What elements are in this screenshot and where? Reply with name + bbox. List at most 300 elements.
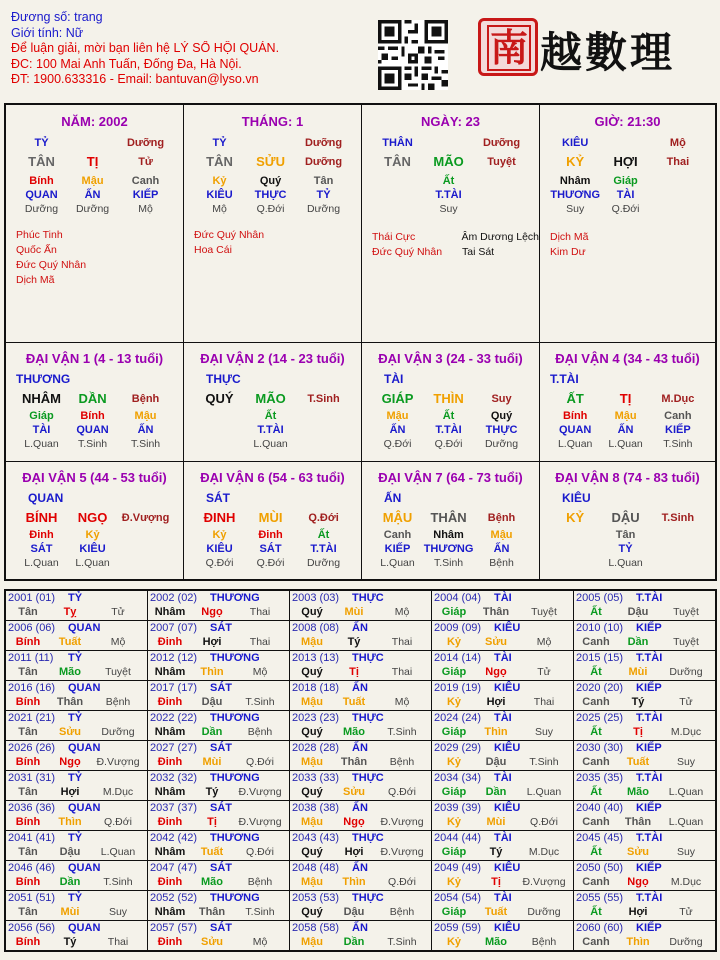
year-cell xyxy=(148,711,290,741)
pillar-hidden-phase: Q.Đới xyxy=(611,203,640,215)
year-row-top xyxy=(290,861,431,875)
pillar-hidden-stem: Tân xyxy=(313,175,334,187)
year-row-top xyxy=(148,891,289,905)
year-god: THỰC xyxy=(352,652,384,664)
dai-van-god: TÀI xyxy=(384,372,404,386)
pillar-hidden-phase: Dưỡng xyxy=(24,203,59,215)
year-label: 2031 (31) xyxy=(8,772,56,784)
dai-van-god: THỰC xyxy=(206,372,241,386)
year-row-top xyxy=(432,711,573,725)
year-row-top xyxy=(148,831,289,845)
pillar-hidden-god: THỰC xyxy=(254,189,287,201)
year-branch: Thìn xyxy=(58,816,82,828)
dai-van-hidden-row xyxy=(6,409,183,423)
year-cell xyxy=(148,831,290,861)
pillar-hidden-phase: Dưỡng xyxy=(306,203,341,215)
year-row-bottom xyxy=(148,875,289,889)
dai-van-hidden-stem: Bính xyxy=(562,410,588,422)
year-phase: T.Sinh xyxy=(245,906,275,918)
year-god: KIẾP xyxy=(636,742,662,754)
pillar-hidden-stem: Canh xyxy=(131,175,160,187)
pillar-hidden-phase-row xyxy=(184,202,361,216)
year-row-bottom xyxy=(148,665,289,679)
year-branch: Ngọ xyxy=(343,816,365,828)
year-god: TỶ xyxy=(68,772,83,784)
year-branch: Mùi xyxy=(60,906,80,918)
pillar-branch: SỬU xyxy=(256,154,285,169)
year-phase: Thai xyxy=(533,696,555,708)
dai-van-branch: TỊ xyxy=(619,391,632,406)
year-phase: Đ.Vượng xyxy=(238,816,282,828)
year-stem: Canh xyxy=(582,936,610,948)
year-row-top xyxy=(574,621,715,635)
pillar-hidden-god: KIÊU xyxy=(206,189,233,201)
pillar-stem-god: KIÊU xyxy=(562,137,589,149)
year-label: 2012 (12) xyxy=(150,652,198,664)
dai-van-hidden-god: ẤN xyxy=(389,424,406,436)
dai-van-hidden-god-row xyxy=(184,423,361,437)
year-cell xyxy=(6,711,148,741)
year-label: 2051 (51) xyxy=(8,892,56,904)
year-god: ẤN xyxy=(352,622,368,634)
pillar-stars xyxy=(362,230,539,260)
year-label: 2025 (25) xyxy=(576,712,624,724)
dai-van-branch: MÙI xyxy=(258,510,283,525)
star-name: Kim Dư xyxy=(550,246,586,258)
pillar-stem: TÂN xyxy=(206,154,233,169)
dai-van-hidden-phase: L.Quan xyxy=(380,557,415,569)
dai-van-god: ẤN xyxy=(384,491,402,505)
year-stem: Đinh xyxy=(157,636,183,648)
dai-van-stem: ẤT xyxy=(566,391,584,406)
year-cell xyxy=(432,921,574,950)
dai-van-hidden-phase-row xyxy=(184,556,361,570)
year-stem: Đinh xyxy=(157,816,183,828)
dai-van-phase: Q.Đới xyxy=(308,512,339,524)
year-phase: M.Dục xyxy=(102,786,134,798)
year-label: 2016 (16) xyxy=(8,682,56,694)
year-row-top xyxy=(6,591,147,605)
year-stem: Đinh xyxy=(157,696,183,708)
year-phase: Tử xyxy=(111,606,125,618)
year-row-bottom xyxy=(432,845,573,859)
pillar-hidden-stem: Nhâm xyxy=(559,175,591,187)
year-stem: Tân xyxy=(18,726,38,738)
pillar-stem-god: THÂN xyxy=(382,137,413,149)
year-row-bottom xyxy=(290,815,431,829)
pillar-stars xyxy=(6,228,183,288)
dai-van-hidden-stem: Canh xyxy=(383,529,412,541)
year-label: 2009 (09) xyxy=(434,622,482,634)
pillar-hidden-god: TỶ xyxy=(316,189,331,201)
year-branch: Dậu xyxy=(627,606,649,618)
year-row-top xyxy=(432,651,573,665)
year-cell xyxy=(290,711,432,741)
dai-van-hidden-stem: Ất xyxy=(264,410,277,422)
year-stem: Bính xyxy=(15,816,41,828)
year-row-top xyxy=(148,711,289,725)
dai-van-title: ĐẠI VẬN 2 (14 - 23 tuổi) xyxy=(200,351,345,366)
star-row xyxy=(16,228,183,243)
dai-van-hidden-stem: Kỷ xyxy=(212,529,227,541)
logo-seal xyxy=(478,18,538,76)
year-god: T.TÀI xyxy=(636,832,663,844)
dai-van-main-row xyxy=(362,389,539,409)
year-label: 2014 (14) xyxy=(434,652,482,664)
star-row xyxy=(550,245,715,260)
year-cell xyxy=(574,801,715,831)
dai-van-hidden-phase: L.Quan xyxy=(253,438,288,450)
year-cell xyxy=(290,591,432,621)
pillar-branch: MÃO xyxy=(433,154,464,169)
pillar-hidden-stem: Kỷ xyxy=(212,175,227,187)
year-branch: Dần xyxy=(343,936,365,948)
year-cell xyxy=(432,771,574,801)
dai-van-cell xyxy=(362,462,540,579)
year-stem: Canh xyxy=(582,696,610,708)
dai-van-god: SÁT xyxy=(206,491,230,505)
year-row-top xyxy=(432,801,573,815)
year-cell xyxy=(148,801,290,831)
year-label: 2039 (39) xyxy=(434,802,482,814)
contact-note: Để luận giải, mời bạn liên hệ LÝ SỐ HỘI QUÁN. xyxy=(11,41,280,56)
year-cell xyxy=(574,771,715,801)
dai-van-stem: MẬU xyxy=(382,510,413,525)
year-cell xyxy=(290,621,432,651)
year-phase: Mộ xyxy=(394,606,410,618)
year-phase: T.Sinh xyxy=(245,696,275,708)
pillar-hidden-god: KIẾP xyxy=(132,189,159,201)
dai-van-hidden-phase: T.Sinh xyxy=(433,557,464,569)
year-phase: T.Sinh xyxy=(387,726,417,738)
year-row-top xyxy=(574,831,715,845)
year-branch: Tuất xyxy=(484,906,508,918)
pillar-hidden-phase: Mộ xyxy=(138,203,153,215)
pillar-hidden-phase-row xyxy=(6,202,183,216)
year-row-bottom xyxy=(148,815,289,829)
year-god: THƯƠNG xyxy=(210,892,260,904)
dai-van-cell xyxy=(362,343,540,462)
year-label: 2006 (06) xyxy=(8,622,56,634)
dai-van-cell xyxy=(540,343,715,462)
pillar-hidden-god-row xyxy=(6,188,183,202)
year-phase: Q.Đới xyxy=(104,816,132,828)
year-god: THỰC xyxy=(352,772,384,784)
year-label: 2030 (30) xyxy=(576,742,624,754)
year-stem: Quý xyxy=(301,726,323,738)
star-row xyxy=(194,228,361,243)
year-stem: Nhâm xyxy=(154,906,186,918)
year-god: QUAN xyxy=(68,802,101,814)
year-row-bottom xyxy=(432,665,573,679)
dai-van-hidden-row xyxy=(184,528,361,542)
year-cell xyxy=(290,921,432,950)
year-stem: Tân xyxy=(18,666,38,678)
year-branch: Thân xyxy=(624,816,652,828)
dai-van-hidden-row xyxy=(540,409,715,423)
year-label: 2060 (60) xyxy=(576,922,624,934)
dai-van-hidden-stem: Tân xyxy=(615,529,636,541)
year-stem: Quý xyxy=(301,846,323,858)
year-cell xyxy=(148,621,290,651)
year-row-bottom xyxy=(432,785,573,799)
year-cell xyxy=(6,771,148,801)
year-phase: Tuyệt xyxy=(673,606,699,618)
dai-van-hidden-stem: Mậu xyxy=(614,410,637,422)
year-row-bottom xyxy=(6,695,147,709)
year-cell xyxy=(290,801,432,831)
year-phase: Đ.Vượng xyxy=(380,846,424,858)
year-row-bottom xyxy=(574,935,715,949)
star-name: Đức Quý Nhân xyxy=(194,229,265,241)
year-cell xyxy=(290,831,432,861)
year-stem: Nhâm xyxy=(154,846,186,858)
year-cell xyxy=(290,891,432,921)
year-label: 2022 (22) xyxy=(150,712,198,724)
year-god: TỶ xyxy=(68,652,83,664)
year-phase: Dưỡng xyxy=(669,666,703,678)
year-phase: Suy xyxy=(676,756,696,768)
year-row-top xyxy=(574,741,715,755)
pillar-hidden-phase xyxy=(474,202,529,216)
dai-van-hidden-god xyxy=(118,542,173,556)
year-phase: L.Quan xyxy=(668,786,704,798)
year-stem: Kỷ xyxy=(446,876,462,888)
year-stem: Mậu xyxy=(301,816,323,828)
dai-van-hidden-god-row xyxy=(184,542,361,556)
star-row xyxy=(372,245,539,260)
year-row-bottom xyxy=(148,725,289,739)
year-god: KIẾP xyxy=(636,802,662,814)
year-branch: Tuất xyxy=(626,756,650,768)
year-god: T.TÀI xyxy=(636,652,663,664)
year-god: QUAN xyxy=(68,742,101,754)
year-row-bottom xyxy=(290,905,431,919)
year-cell xyxy=(432,621,574,651)
dai-van-title: ĐẠI VẬN 1 (4 - 13 tuổi) xyxy=(25,351,164,366)
year-cell xyxy=(148,651,290,681)
year-stem: Quý xyxy=(301,906,323,918)
year-branch: Thân xyxy=(198,906,226,918)
pillar-hidden-phase xyxy=(651,202,705,216)
year-cell xyxy=(574,591,715,621)
year-god: SÁT xyxy=(210,922,232,934)
dai-van-branch: DẬU xyxy=(611,510,640,525)
dai-van-branch: THÌN xyxy=(433,391,464,406)
pillar-hidden-god xyxy=(372,188,423,202)
year-phase: T.Sinh xyxy=(387,936,417,948)
year-cell xyxy=(148,921,290,950)
year-stem: Canh xyxy=(582,816,610,828)
year-row-top xyxy=(148,591,289,605)
year-god: THƯƠNG xyxy=(210,712,260,724)
year-phase: Thai xyxy=(249,636,271,648)
address: ĐC: 100 Mai Anh Tuấn, Đống Đa, Hà Nội. xyxy=(11,56,242,71)
year-row-bottom xyxy=(432,935,573,949)
main-grid xyxy=(4,103,717,581)
year-row-bottom xyxy=(574,875,715,889)
dai-van-hidden-phase: L.Quan xyxy=(557,438,593,450)
pillar-hidden-row xyxy=(540,174,715,188)
pillar-title: GIỜ: 21:30 xyxy=(594,114,661,129)
star-row xyxy=(16,273,183,288)
year-cell xyxy=(6,831,148,861)
star-row xyxy=(16,258,183,273)
star-row xyxy=(194,243,361,258)
year-cell xyxy=(432,711,574,741)
logo-seal-char: 南 xyxy=(487,25,531,71)
year-branch: Thân xyxy=(340,756,368,768)
dai-van-main-row xyxy=(362,508,539,528)
year-branch: Hợi xyxy=(344,846,364,858)
dai-van-hidden-god: T.TÀI xyxy=(257,424,284,436)
year-god: SÁT xyxy=(210,802,232,814)
pillar-hidden-stem: Bính xyxy=(29,175,54,187)
dai-van-hidden-stem: Mậu xyxy=(490,529,513,541)
year-row-bottom xyxy=(290,845,431,859)
dai-van-hidden-row xyxy=(362,409,539,423)
year-god: T.TÀI xyxy=(636,892,663,904)
year-cell xyxy=(148,741,290,771)
dai-van-hidden-stem: Đinh xyxy=(258,529,283,541)
dai-van-hidden-phase: Q.Đới xyxy=(256,557,285,569)
dai-van-hidden-phase: Q.Đới xyxy=(383,438,412,450)
year-row-top xyxy=(290,681,431,695)
year-stem: Giáp xyxy=(441,726,467,738)
dai-van-hidden-phase: L.Quan xyxy=(75,557,110,569)
dai-van-stem: QUÝ xyxy=(205,391,234,406)
star-row xyxy=(16,243,183,258)
year-row-top xyxy=(574,681,715,695)
dai-van-hidden-phase xyxy=(296,437,351,451)
year-label: 2035 (35) xyxy=(576,772,624,784)
dai-van-branch: THÂN xyxy=(430,510,467,525)
year-branch: Mùi xyxy=(628,666,648,678)
dai-van-god: KIÊU xyxy=(562,491,591,505)
year-row-top xyxy=(432,891,573,905)
year-god: TÀI xyxy=(494,712,512,724)
dai-van-hidden-god-row xyxy=(540,423,715,437)
year-row-bottom xyxy=(574,695,715,709)
year-label: 2056 (56) xyxy=(8,922,56,934)
year-stem: Quý xyxy=(301,786,323,798)
year-row-top xyxy=(432,861,573,875)
dai-van-phase: Suy xyxy=(491,393,512,405)
dai-van-cell xyxy=(184,343,362,462)
year-phase: L.Quan xyxy=(526,786,562,798)
year-phase: Tử xyxy=(679,906,693,918)
year-row-bottom xyxy=(574,635,715,649)
year-stem: Kỷ xyxy=(446,936,462,948)
year-row-bottom xyxy=(290,665,431,679)
pillar-hidden-god xyxy=(651,188,705,202)
dai-van-hidden-god: QUAN xyxy=(558,424,592,436)
dai-van-hidden-stem: Ất xyxy=(317,529,330,541)
dai-van-cell xyxy=(184,462,362,579)
dai-van-cell xyxy=(6,462,184,579)
year-stem: Mậu xyxy=(301,756,323,768)
dai-van-hidden-stem: Canh xyxy=(664,410,692,422)
dai-van-hidden-god: TỶ xyxy=(618,543,633,555)
year-label: 2034 (34) xyxy=(434,772,482,784)
star-row xyxy=(550,230,715,245)
year-label: 2010 (10) xyxy=(576,622,624,634)
year-cell xyxy=(6,621,148,651)
dai-van-stem: NHÂM xyxy=(22,391,62,406)
year-cell xyxy=(290,651,432,681)
year-row-top xyxy=(290,891,431,905)
dai-van-hidden-god: KIẾP xyxy=(665,424,691,436)
year-phase: Tuyệt xyxy=(531,606,557,618)
year-label: 2037 (37) xyxy=(150,802,198,814)
year-row-top xyxy=(574,891,715,905)
dai-van-hidden-phase: Bệnh xyxy=(489,557,514,569)
year-phase: Thai xyxy=(249,606,271,618)
year-row-top xyxy=(290,621,431,635)
year-branch: Mùi xyxy=(486,816,506,828)
year-row-top xyxy=(6,801,147,815)
dai-van-hidden-god: KIÊU xyxy=(206,543,233,555)
year-phase: Bệnh xyxy=(531,936,557,948)
dai-van-cell xyxy=(540,462,715,579)
year-phase: Bệnh xyxy=(389,756,415,768)
year-god: TỶ xyxy=(68,892,83,904)
year-row-top xyxy=(290,921,431,935)
year-stem: Canh xyxy=(582,636,610,648)
pillar-top-phase: Dưỡng xyxy=(304,137,343,149)
year-row-bottom xyxy=(432,695,573,709)
star-name: Dịch Mã xyxy=(550,231,589,243)
year-row-top xyxy=(574,651,715,665)
year-branch: Sửu xyxy=(58,726,82,738)
pillar-branch-phase: Dưỡng xyxy=(304,156,343,168)
dai-van-god: T.TÀI xyxy=(550,372,579,386)
year-cell xyxy=(290,741,432,771)
year-label: 2028 (28) xyxy=(292,742,340,754)
year-row-top xyxy=(574,591,715,605)
year-cell xyxy=(6,801,148,831)
year-cell xyxy=(574,861,715,891)
year-phase: Bệnh xyxy=(247,876,273,888)
year-label: 2032 (32) xyxy=(150,772,198,784)
dai-van-hidden-god xyxy=(296,423,351,437)
year-branch: Dậu xyxy=(343,906,365,918)
pillar-spacer xyxy=(67,136,118,150)
year-branch: Sửu xyxy=(626,846,650,858)
year-row-bottom xyxy=(290,755,431,769)
year-branch: Tỵ xyxy=(63,606,77,618)
year-phase: Bệnh xyxy=(389,906,415,918)
pillar-hidden-phase-row xyxy=(362,202,539,216)
year-phase: T.Sinh xyxy=(103,876,133,888)
year-cell xyxy=(6,651,148,681)
year-row-top xyxy=(6,891,147,905)
year-branch: Dậu xyxy=(485,756,507,768)
year-cell xyxy=(6,891,148,921)
year-god: KIẾP xyxy=(636,922,662,934)
dai-van-god: THƯƠNG xyxy=(16,372,71,386)
year-branch: Tuất xyxy=(58,636,82,648)
year-god: TÀI xyxy=(494,892,512,904)
year-label: 2018 (18) xyxy=(292,682,340,694)
year-row-bottom xyxy=(148,935,289,949)
year-row-bottom xyxy=(148,785,289,799)
year-stem: Canh xyxy=(582,876,610,888)
pillar-hidden-god-row xyxy=(362,188,539,202)
year-row-top xyxy=(6,831,147,845)
pillar-top-row xyxy=(540,136,715,150)
year-phase: Tuyệt xyxy=(105,666,131,678)
